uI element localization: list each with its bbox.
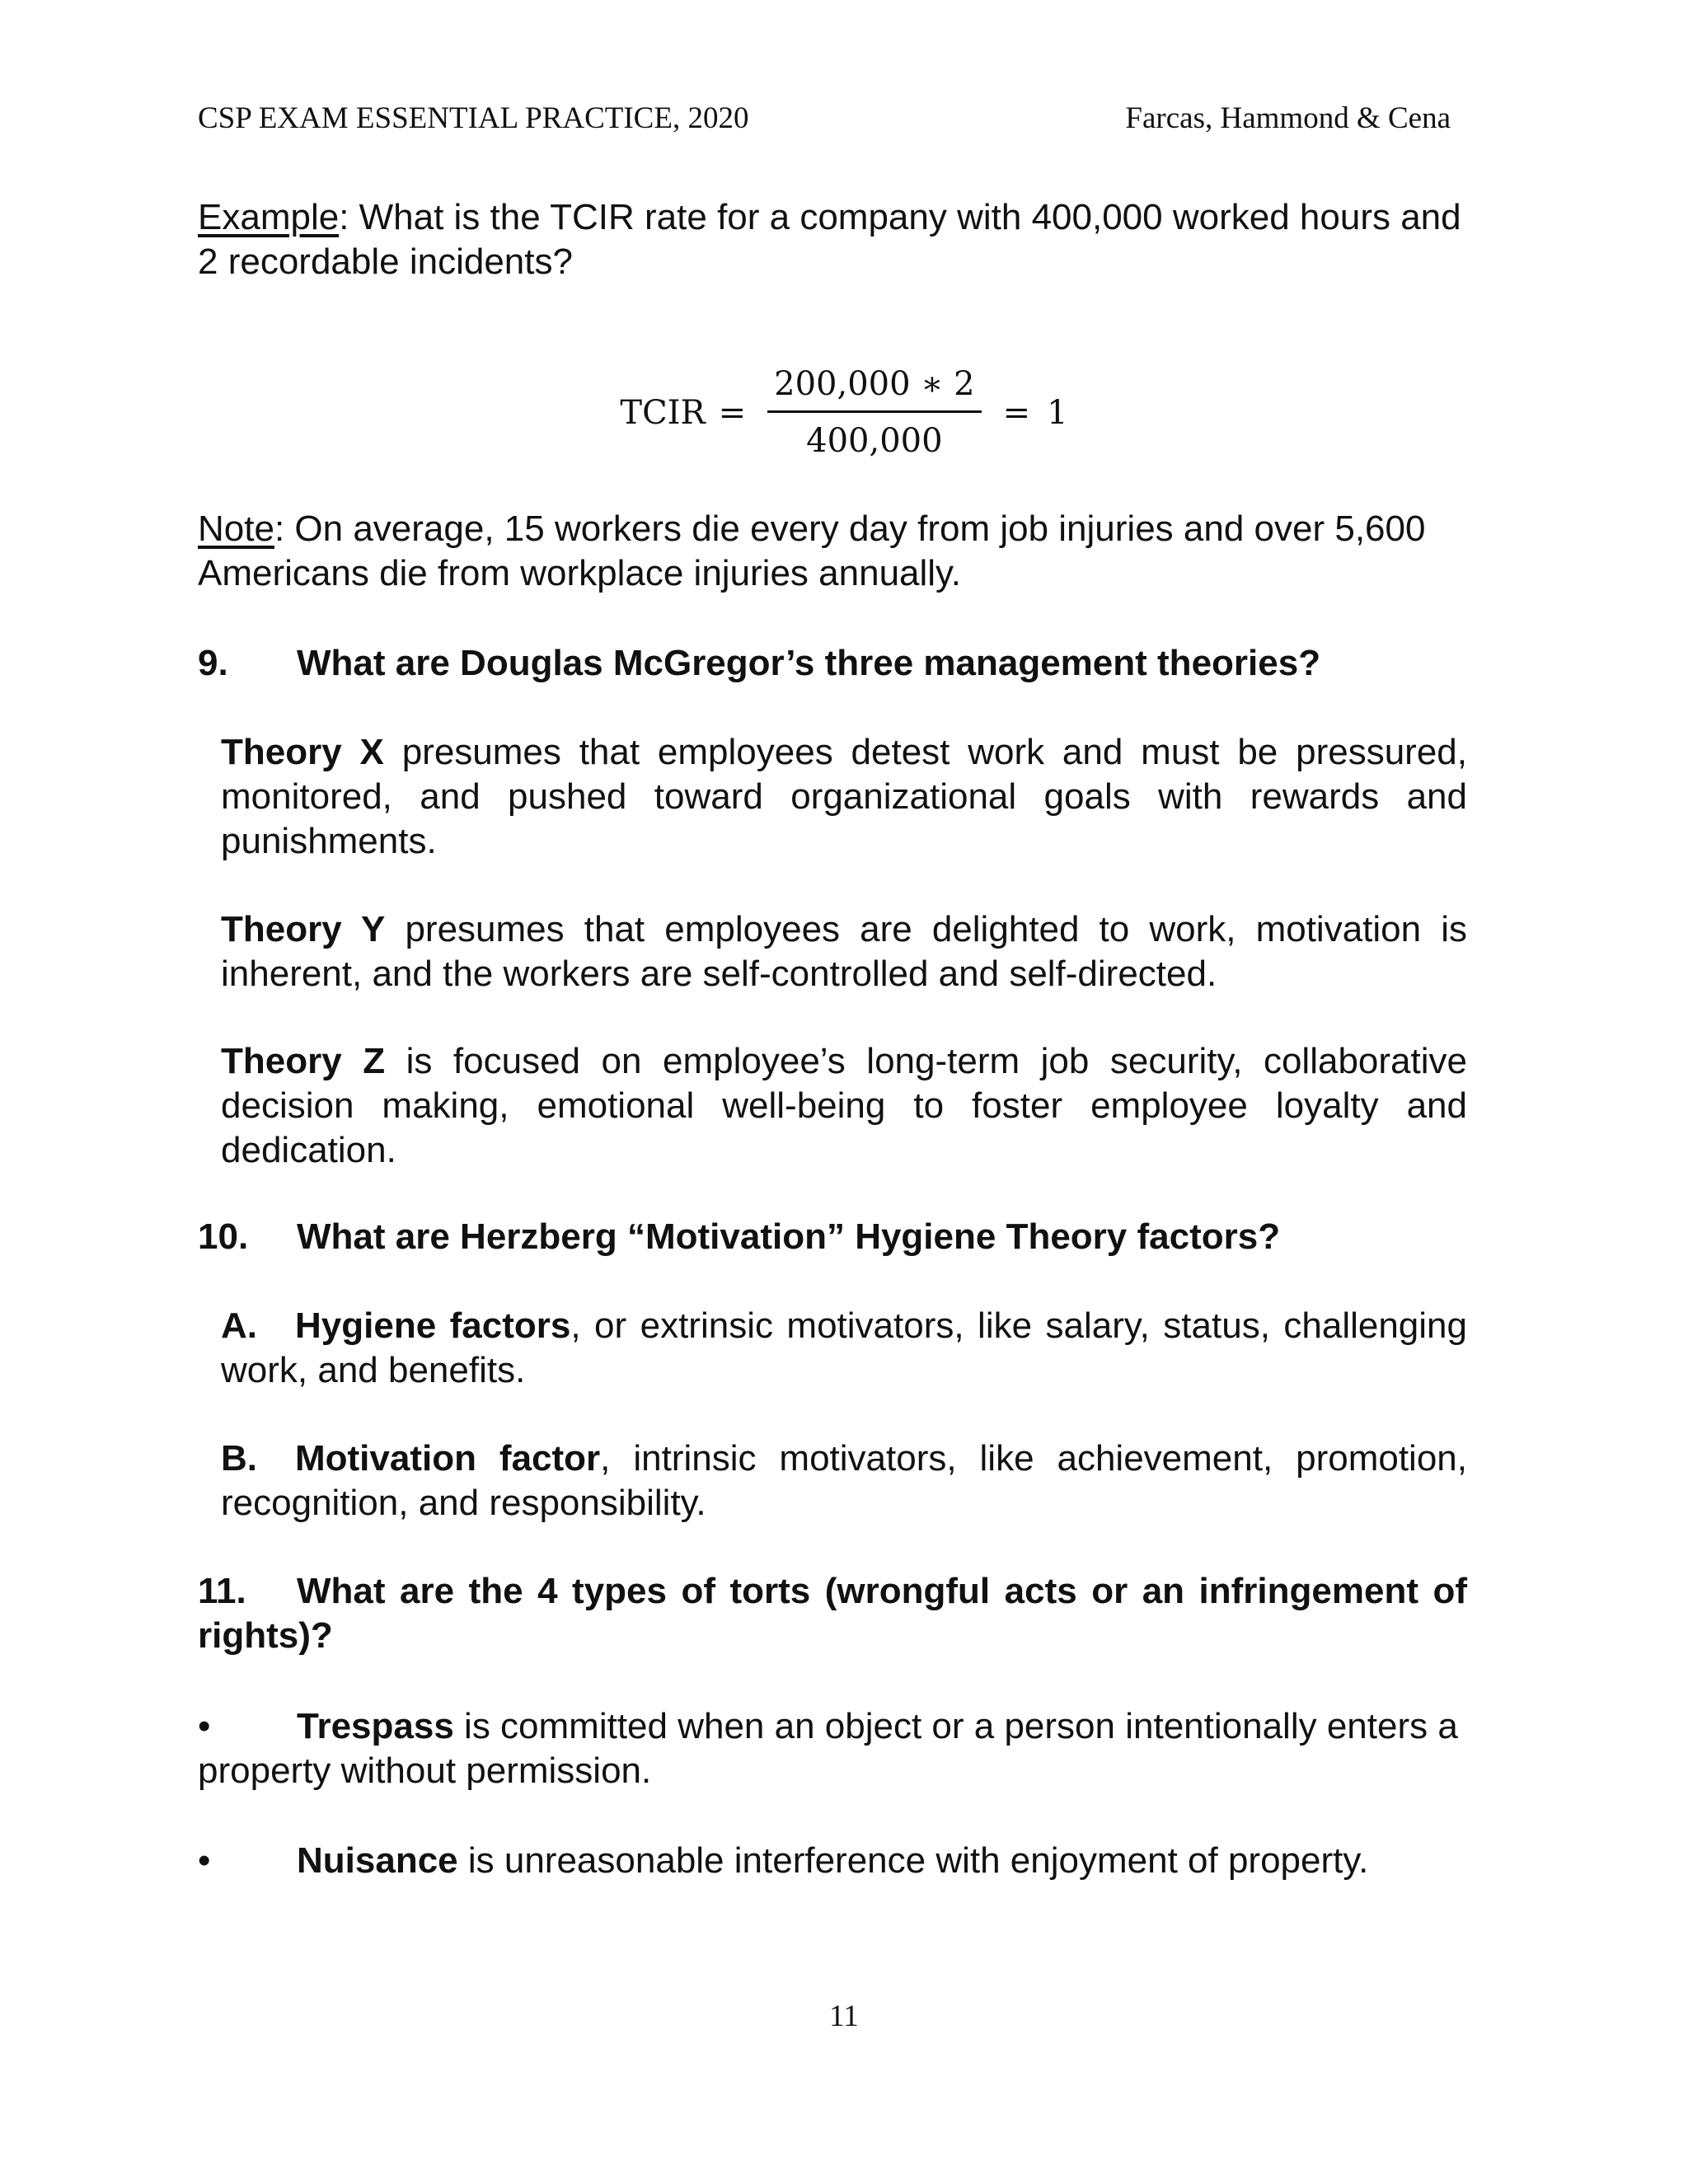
factor-name: Motivation factor [295,1438,601,1479]
formula-lhs: TCIR [620,393,706,432]
tort-text: is committed when an object or a person intentionally enters a property without permission. [198,1706,1458,1791]
bullet-icon: • [198,1706,211,1746]
tcir-formula [0,363,1688,462]
tort-name: Trespass [297,1706,454,1746]
nuisance-bullet [198,1839,1467,1883]
bullet-icon: • [198,1840,211,1881]
header-title: CSP EXAM ESSENTIAL PRACTICE, 2020 [198,101,749,135]
question-number: 11. [198,1571,246,1611]
formula-numerator: 200,000 ∗ 2 [767,363,981,413]
example-label: Example [198,197,340,237]
formula-equals: = [718,393,747,432]
theory-text: presumes that employees are delighted to work, motivation is inherent, and the workers are self-controlled and self-directed. [221,909,1467,994]
factor-letter: A. [221,1305,257,1346]
factor-text: , or extrinsic motivators, like salary, status, challenging work, and benefits. [221,1305,1467,1390]
hygiene-factors-paragraph [221,1304,1467,1393]
formula-denominator: 400,000 [806,422,943,460]
theory-z-paragraph [221,1039,1467,1173]
theory-name: Theory X [221,732,384,772]
factor-letter: B. [221,1438,257,1479]
page-number: 11 [829,1999,859,2033]
formula-fraction [767,363,981,462]
question-9-heading [198,641,1467,686]
motivation-factor-paragraph [221,1436,1467,1526]
note-paragraph [198,507,1467,596]
formula-equals-2: = [1002,393,1031,432]
note-text: : On average, 15 workers die every day from job injuries and over 5,600 Americans die from workplace injuries annually. [198,509,1426,593]
header-authors: Farcas, Hammond & Cena [1125,101,1451,135]
example-paragraph [198,195,1467,284]
theory-y-paragraph [221,907,1467,996]
question-title: What are Douglas McGregor’s three management theories? [297,643,1321,683]
theory-name: Theory Z [221,1041,386,1081]
theory-text: presumes that employees detest work and must be pressured, monitored, and pushed toward organizational goals with rewards and punishments. [221,732,1467,861]
question-11-heading [198,1569,1467,1658]
tort-text: is unreasonable interference with enjoyment of property. [457,1840,1369,1881]
note-label: Note [198,509,274,549]
theory-text: is focused on employee’s long-term job security, collaborative decision making, emotional well-being to foster employee loyalty and dedication. [221,1041,1467,1170]
question-10-heading [198,1215,1467,1259]
question-title: What are the 4 types of torts (wrongful acts or an infringement of rights)? [198,1571,1467,1656]
question-number: 10. [198,1216,249,1257]
theory-name: Theory Y [221,909,386,949]
formula-result: 1 [1047,393,1068,432]
question-number: 9. [198,643,228,683]
question-title: What are Herzberg “Motivation” Hygiene Theory factors? [297,1216,1281,1257]
factor-name: Hygiene factors [295,1305,571,1346]
theory-x-paragraph [221,730,1467,864]
tort-name: Nuisance [297,1840,458,1881]
example-text: : What is the TCIR rate for a company with 400,000 worked hours and 2 recordable incidents? [198,197,1461,282]
factor-text: , intrinsic motivators, like achievement, promotion, recognition, and responsibility. [221,1438,1468,1523]
trespass-bullet [198,1704,1467,1793]
running-header [198,99,1451,138]
